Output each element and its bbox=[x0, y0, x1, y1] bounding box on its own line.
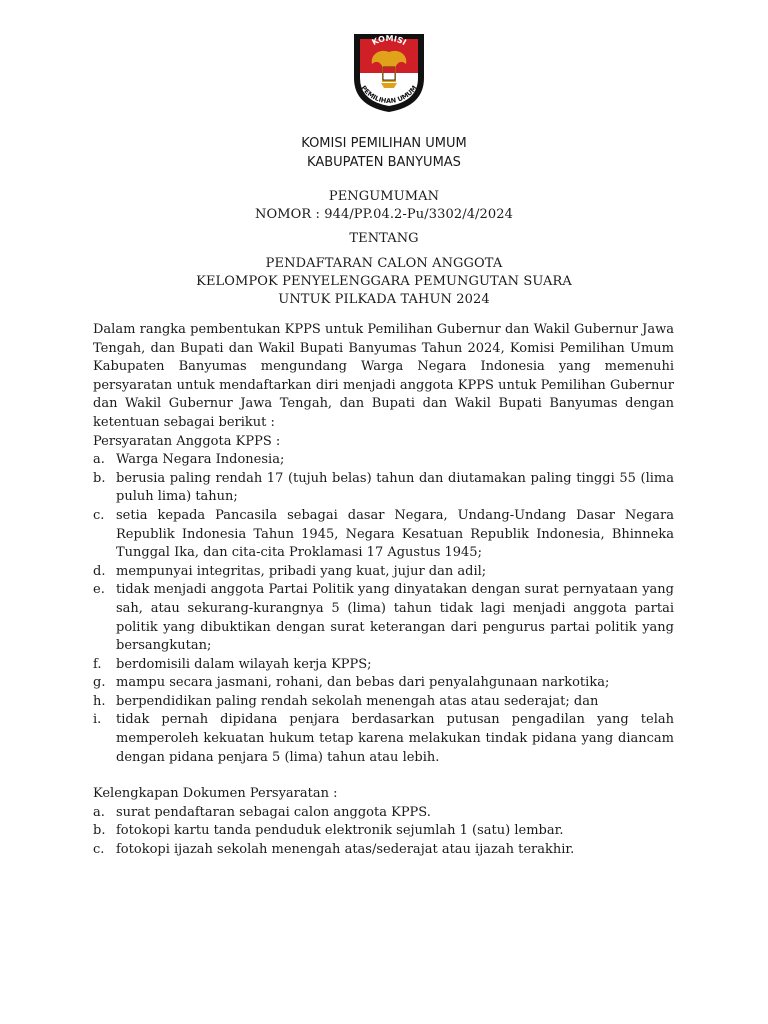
list-item bbox=[93, 822, 674, 841]
list-marker: c. bbox=[93, 842, 105, 858]
list-item-text: mampu secara jasmani, rohani, dan bebas dari penyalahgunaan narkotika; bbox=[116, 675, 610, 691]
document-body bbox=[93, 321, 674, 860]
documents-heading: Kelengkapan Dokumen Persyaratan : bbox=[93, 786, 338, 802]
list-marker: i. bbox=[93, 712, 102, 728]
about-label: TENTANG bbox=[349, 231, 419, 246]
list-marker: g. bbox=[93, 675, 106, 691]
doc-type: PENGUMUMAN bbox=[328, 189, 440, 204]
list-item-text: tidak pernah dipidana penjara berdasarkan putusan pengadilan yang telah memperoleh kekuatan hukum tetap karena melakukan tindak pidana yang diancam dengan pidana penjara 5 (lima) tahun atau lebih. bbox=[116, 712, 674, 765]
list-item bbox=[93, 711, 674, 767]
list-marker: c. bbox=[93, 507, 105, 523]
list-item bbox=[93, 507, 674, 563]
list-item bbox=[93, 674, 674, 693]
kpu-logo bbox=[342, 30, 436, 114]
requirements-heading: Persyaratan Anggota KPPS : bbox=[93, 433, 281, 449]
list-marker: a. bbox=[93, 452, 105, 468]
list-item bbox=[93, 656, 674, 675]
list-item-text: mempunyai integritas, pribadi yang kuat, jujur dan adil; bbox=[116, 563, 487, 579]
list-item-text: berusia paling rendah 17 (tujuh belas) tahun dan diutamakan paling tinggi 55 (lima puluh lima) tahun; bbox=[116, 470, 674, 505]
list-item-text: setia kepada Pancasila sebagai dasar Negara, Undang-Undang Dasar Negara Republik Indonesia Tahun 1945, Negara Kesatuan Republik Indonesia, Bhinneka Tunggal Ika, dan cita-cita Proklamasi 17 Agustus 1945; bbox=[116, 507, 674, 561]
org-line-2: KABUPATEN BANYUMAS bbox=[307, 155, 461, 170]
org-line-1: KOMISI PEMILIHAN UMUM bbox=[301, 136, 467, 151]
list-item bbox=[93, 804, 674, 823]
requirements-list bbox=[93, 451, 674, 767]
list-item-text: fotokopi kartu tanda penduduk elektronik sejumlah 1 (satu) lembar. bbox=[116, 823, 564, 839]
doc-number: NOMOR : 944/PP.04.2-Pu/3302/4/2024 bbox=[254, 207, 514, 222]
list-marker: d. bbox=[93, 563, 106, 579]
list-marker: b. bbox=[93, 823, 106, 839]
list-item-text: surat pendaftaran sebagai calon anggota KPPS. bbox=[116, 804, 431, 820]
list-item bbox=[93, 470, 674, 507]
title-line-3: UNTUK PILKADA TAHUN 2024 bbox=[278, 292, 490, 307]
list-marker: e. bbox=[93, 582, 105, 598]
list-item bbox=[93, 563, 674, 582]
list-marker: a. bbox=[93, 804, 105, 820]
list-item bbox=[93, 693, 674, 712]
list-marker: h. bbox=[93, 693, 106, 709]
list-item bbox=[93, 581, 674, 655]
list-item-text: tidak menjadi anggota Partai Politik yang dinyatakan dengan surat pernyataan yang sah, atau sekurang-kurangnya 5 (lima) tahun tidak lagi menjadi anggota partai politik yang dibuktikan dengan surat keterangan dari pengurus partai politik yang bersangkutan; bbox=[116, 582, 674, 654]
list-item-text: fotokopi ijazah sekolah menengah atas/sederajat atau ijazah terakhir. bbox=[116, 842, 575, 858]
documents-list bbox=[93, 804, 674, 860]
list-item bbox=[93, 451, 674, 470]
list-item bbox=[93, 841, 674, 860]
title-line-1: PENDAFTARAN CALON ANGGOTA bbox=[265, 256, 503, 271]
list-item-text: Warga Negara Indonesia; bbox=[116, 452, 285, 468]
title-line-2: KELOMPOK PENYELENGGARA PEMUNGUTAN SUARA bbox=[196, 274, 572, 289]
logo-text-bottom: PEMILIHAN UMUM bbox=[359, 84, 419, 106]
list-marker: f. bbox=[93, 656, 102, 672]
list-marker: b. bbox=[93, 470, 106, 486]
intro-paragraph: Dalam rangka pembentukan KPPS untuk Pemilihan Gubernur dan Wakil Gubernur Jawa Tengah, dan Bupati dan Wakil Bupati Banyumas Tahun 2024, Komisi Pemilihan Umum Kabupaten Banyumas mengundang Warga Negara Indonesia yang memenuhi persyaratan untuk mendaftarkan diri menjadi anggota KPPS untuk Pemilihan Gubernur dan Wakil Gubernur Jawa Tengah, dan Bupati dan Wakil Bupati Banyumas dengan ketentuan sebagai berikut : bbox=[93, 322, 674, 430]
list-item-text: berpendidikan paling rendah sekolah menengah atas atau sederajat; dan bbox=[116, 693, 599, 709]
logo-text-top: KOMISI bbox=[370, 33, 408, 48]
list-item-text: berdomisili dalam wilayah kerja KPPS; bbox=[116, 656, 372, 672]
